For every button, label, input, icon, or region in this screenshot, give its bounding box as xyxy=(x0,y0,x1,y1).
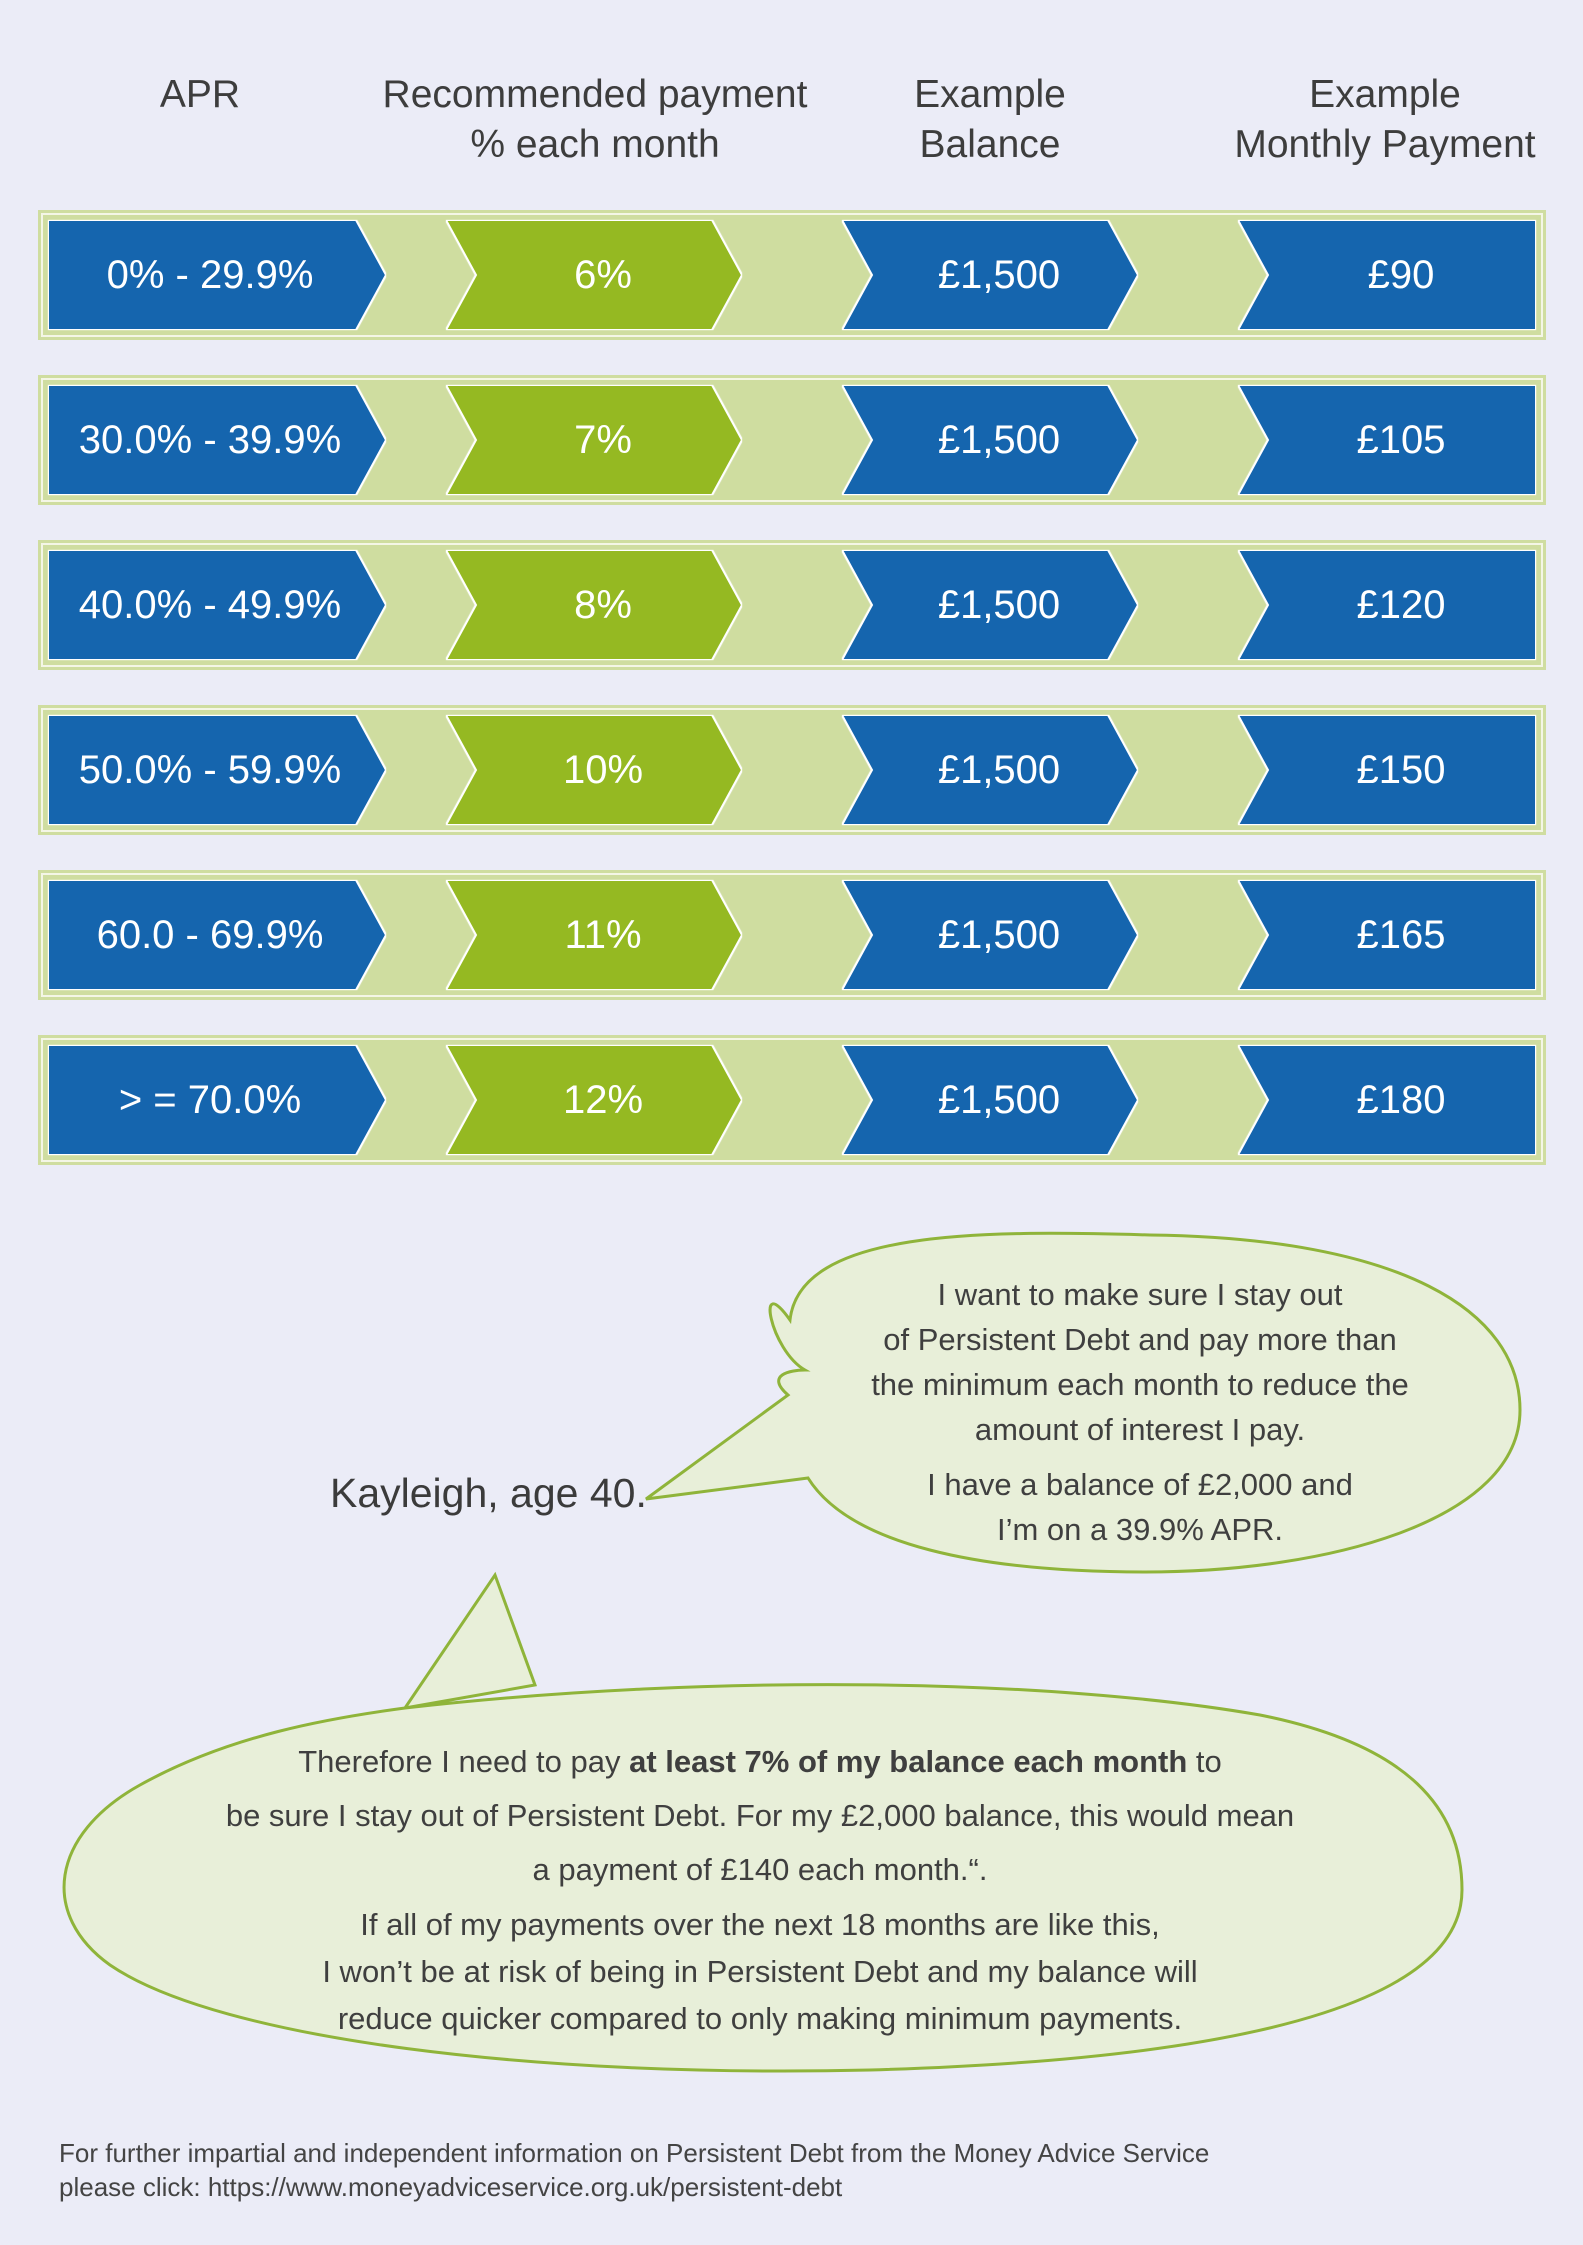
balance-value: £1,500 xyxy=(937,582,1061,627)
bubble-bottom-line2: be sure I stay out of Persistent Debt. For my £2,000 balance, this would mean xyxy=(225,1798,1295,1833)
balance-value: £1,500 xyxy=(937,747,1061,792)
bubble-top-line2: of Persistent Debt and pay more than xyxy=(883,1322,1397,1357)
recommended-value: 12% xyxy=(562,1077,644,1122)
apr-value: > = 70.0% xyxy=(118,1077,302,1122)
balance-value: £1,500 xyxy=(937,252,1061,297)
bubble-top-line4: amount of interest I pay. xyxy=(974,1412,1306,1447)
bubble-bottom-line4: If all of my payments over the next 18 months are like this, xyxy=(360,1907,1160,1942)
bubble-bottom-line1-pre: Therefore I need to pay xyxy=(298,1744,630,1779)
balance-value: £1,500 xyxy=(937,1077,1061,1122)
balance-value: £1,500 xyxy=(937,417,1061,462)
recommended-value: 7% xyxy=(574,417,632,462)
header-balance-line1: Example xyxy=(914,73,1066,116)
header-balance-line2: Balance xyxy=(919,123,1061,166)
apr-value: 0% - 29.9% xyxy=(106,252,314,297)
bubble-top-line1: I want to make sure I stay out xyxy=(937,1277,1343,1312)
bubble-bottom-text xyxy=(120,1735,1400,2042)
payment-value: £165 xyxy=(1356,912,1446,957)
header-payment-line2: Monthly Payment xyxy=(1234,123,1536,166)
footer-line1: For further impartial and independent information on Persistent Debt from the Money Advice Service xyxy=(59,2138,1210,2168)
bubble-bottom-line6: reduce quicker compared to only making minimum payments. xyxy=(337,2001,1183,2036)
bubble-top-line5: I have a balance of £2,000 and xyxy=(927,1467,1353,1502)
bubble-bottom-line1-bold: at least 7% of my balance each month xyxy=(629,1744,1188,1779)
header-apr-label: APR xyxy=(159,73,241,116)
bubble-top-text xyxy=(790,1272,1490,1552)
header-payment-line1: Example xyxy=(1309,73,1461,116)
payment-value: £90 xyxy=(1367,252,1435,297)
payment-value: £105 xyxy=(1356,417,1446,462)
recommended-value: 11% xyxy=(564,912,642,957)
speaker-name: Kayleigh, age 40. xyxy=(330,1470,647,1516)
apr-value: 40.0% - 49.9% xyxy=(78,582,342,627)
payment-value: £150 xyxy=(1356,747,1446,792)
header-recommended-line2: % each month xyxy=(470,123,720,166)
bubble-bottom-line1 xyxy=(120,1735,1400,1789)
bubble-bottom-line3: a payment of £140 each month.“. xyxy=(532,1852,988,1887)
footer-link-line[interactable]: please click: https://www.moneyadviceservice.org.uk/persistent-debt xyxy=(59,2172,843,2202)
apr-value: 30.0% - 39.9% xyxy=(78,417,342,462)
payment-value: £180 xyxy=(1356,1077,1446,1122)
bubble-bottom-line1-post: to xyxy=(1187,1744,1222,1779)
header-recommended-line1: Recommended payment xyxy=(382,73,808,116)
balance-value: £1,500 xyxy=(937,912,1061,957)
footer xyxy=(59,2136,1209,2204)
recommended-value: 8% xyxy=(574,582,632,627)
bubble-top-line3: the minimum each month to reduce the xyxy=(871,1367,1409,1402)
recommended-value: 6% xyxy=(574,252,632,297)
payment-value: £120 xyxy=(1356,582,1446,627)
recommended-value: 10% xyxy=(562,747,644,792)
apr-value: 50.0% - 59.9% xyxy=(78,747,342,792)
bubble-bottom-line5: I won’t be at risk of being in Persistent Debt and my balance will xyxy=(322,1954,1198,1989)
bubble-top-line6: I’m on a 39.9% APR. xyxy=(996,1512,1284,1547)
apr-value: 60.0 - 69.9% xyxy=(96,912,324,957)
